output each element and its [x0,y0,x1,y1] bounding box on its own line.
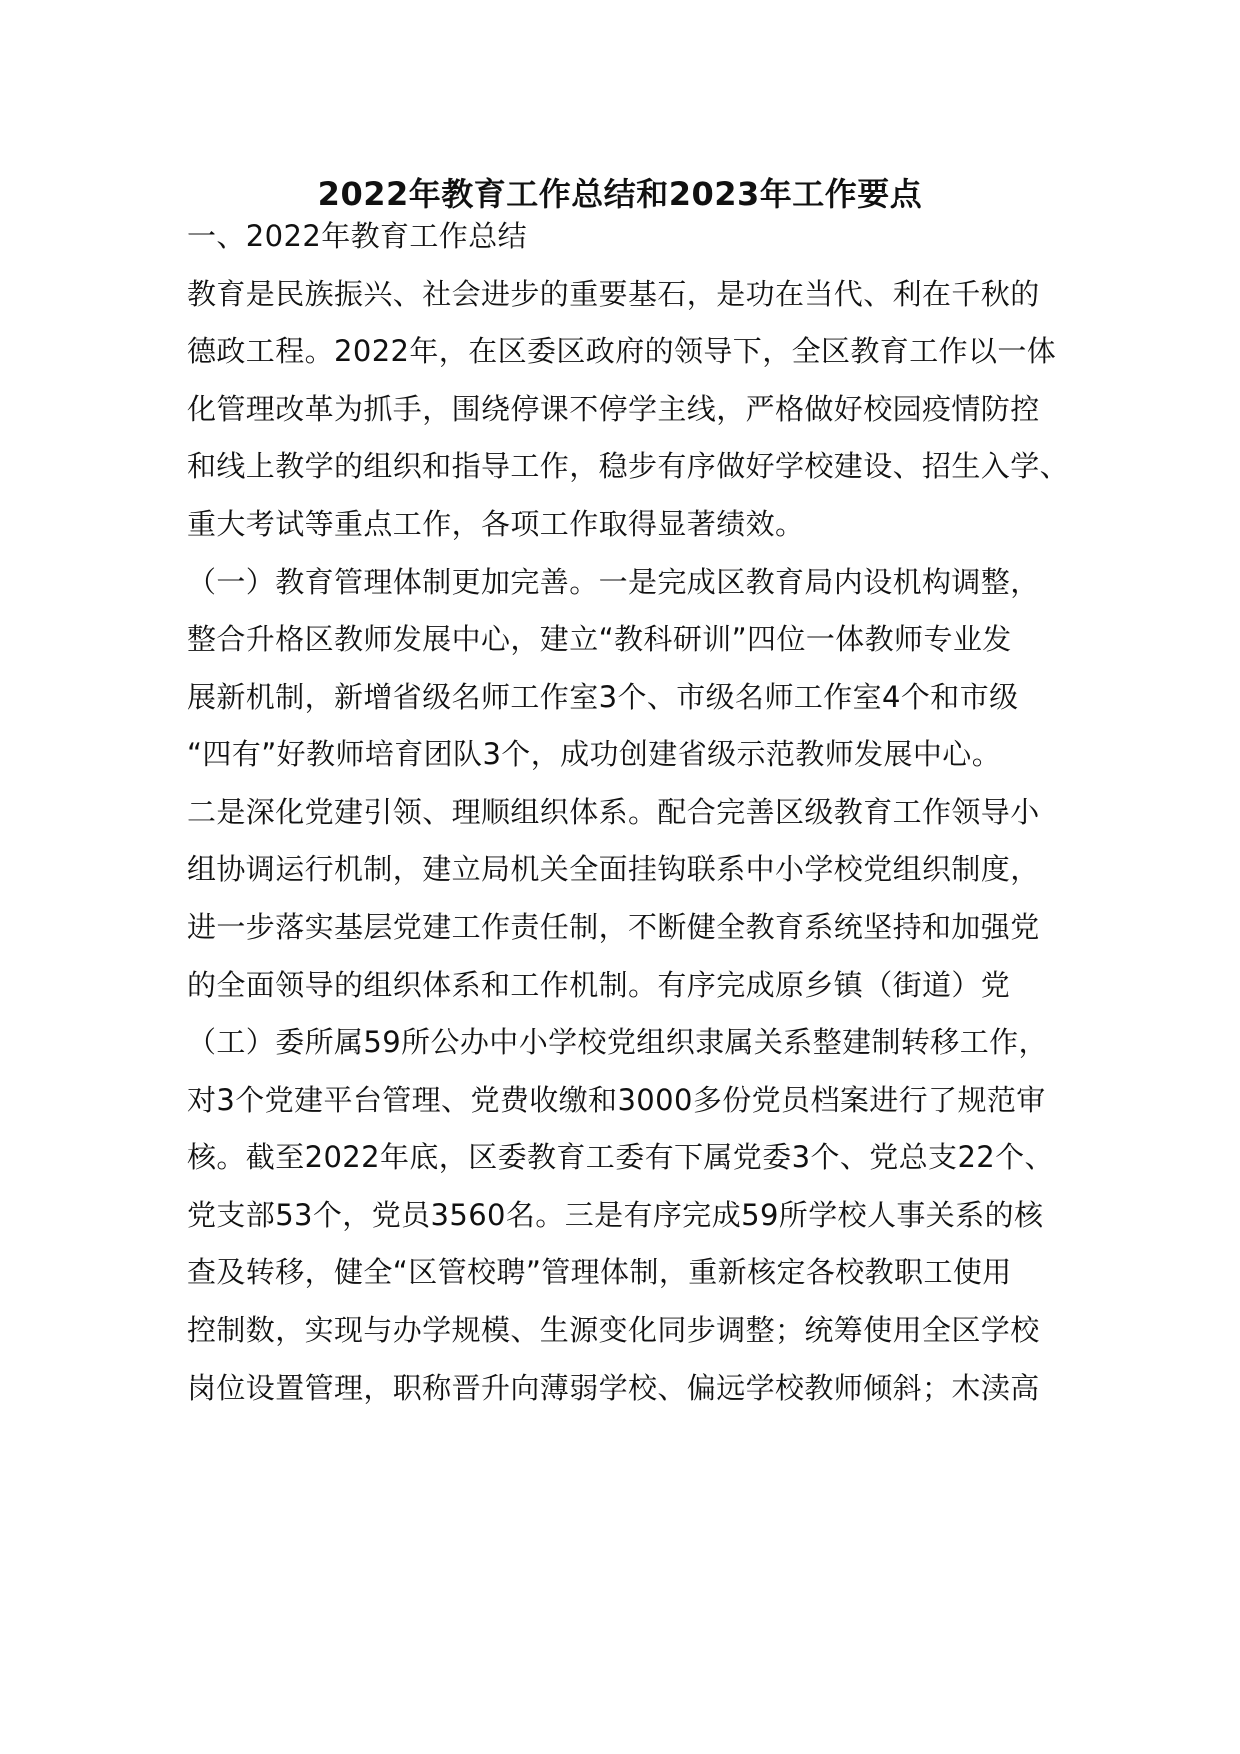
body-line: “四有”好教师培育团队3个，成功创建省级示范教师发展中心。 [187,737,1002,771]
body-line: （一）教育管理体制更加完善。一是完成区教育局内设机构调整， [187,565,1040,599]
section-heading: 一、2022年教育工作总结 [187,219,528,253]
body-line: 二是深化党建引领、理顺组织体系。配合完善区级教育工作领导小 [187,795,1040,829]
body-line: 查及转移，健全“区管校聘”管理体制，重新核定各校教职工使用 [187,1255,1012,1289]
body-line: 重大考试等重点工作，各项工作取得显著绩效。 [187,507,805,541]
body-line: 教育是民族振兴、社会进步的重要基石，是功在当代、利在千秋的 [187,277,1040,311]
body-line: 对3个党建平台管理、党费收缴和3000多份党员档案进行了规范审 [187,1083,1046,1117]
body-line: 进一步落实基层党建工作责任制，不断健全教育系统坚持和加强党 [187,910,1040,944]
body-line: 展新机制，新增省级名师工作室3个、市级名师工作室4个和市级 [187,680,1019,714]
body-line: 控制数，实现与办学规模、生源变化同步调整；统筹使用全区学校 [187,1313,1040,1347]
body-line: 的全面领导的组织体系和工作机制。有序完成原乡镇（街道）党 [187,968,1011,1002]
body-line: 岗位设置管理，职称晋升向薄弱学校、偏远学校教师倾斜；木渎高 [187,1371,1040,1405]
body-line: 和线上教学的组织和指导工作，稳步有序做好学校建设、招生入学、 [187,449,1070,483]
document-title: 2022年教育工作总结和2023年工作要点 [317,175,923,213]
body-line: 整合升格区教师发展中心，建立“教科研训”四位一体教师专业发 [187,622,1012,656]
body-line: 党支部53个，党员3560名。三是有序完成59所学校人事关系的核 [187,1198,1044,1232]
body-line: 化管理改革为抓手，围绕停课不停学主线，严格做好校园疫情防控 [187,392,1040,426]
body-line: 组协调运行机制，建立局机关全面挂钩联系中小学校党组织制度， [187,852,1040,886]
body-line: 德政工程。2022年，在区委区政府的领导下，全区教育工作以一体 [187,334,1057,368]
body-line: （工）委所属59所公办中小学校党组织隶属关系整建制转移工作， [187,1025,1048,1059]
body-line: 核。截至2022年底，区委教育工委有下属党委3个、党总支22个、 [187,1140,1054,1174]
